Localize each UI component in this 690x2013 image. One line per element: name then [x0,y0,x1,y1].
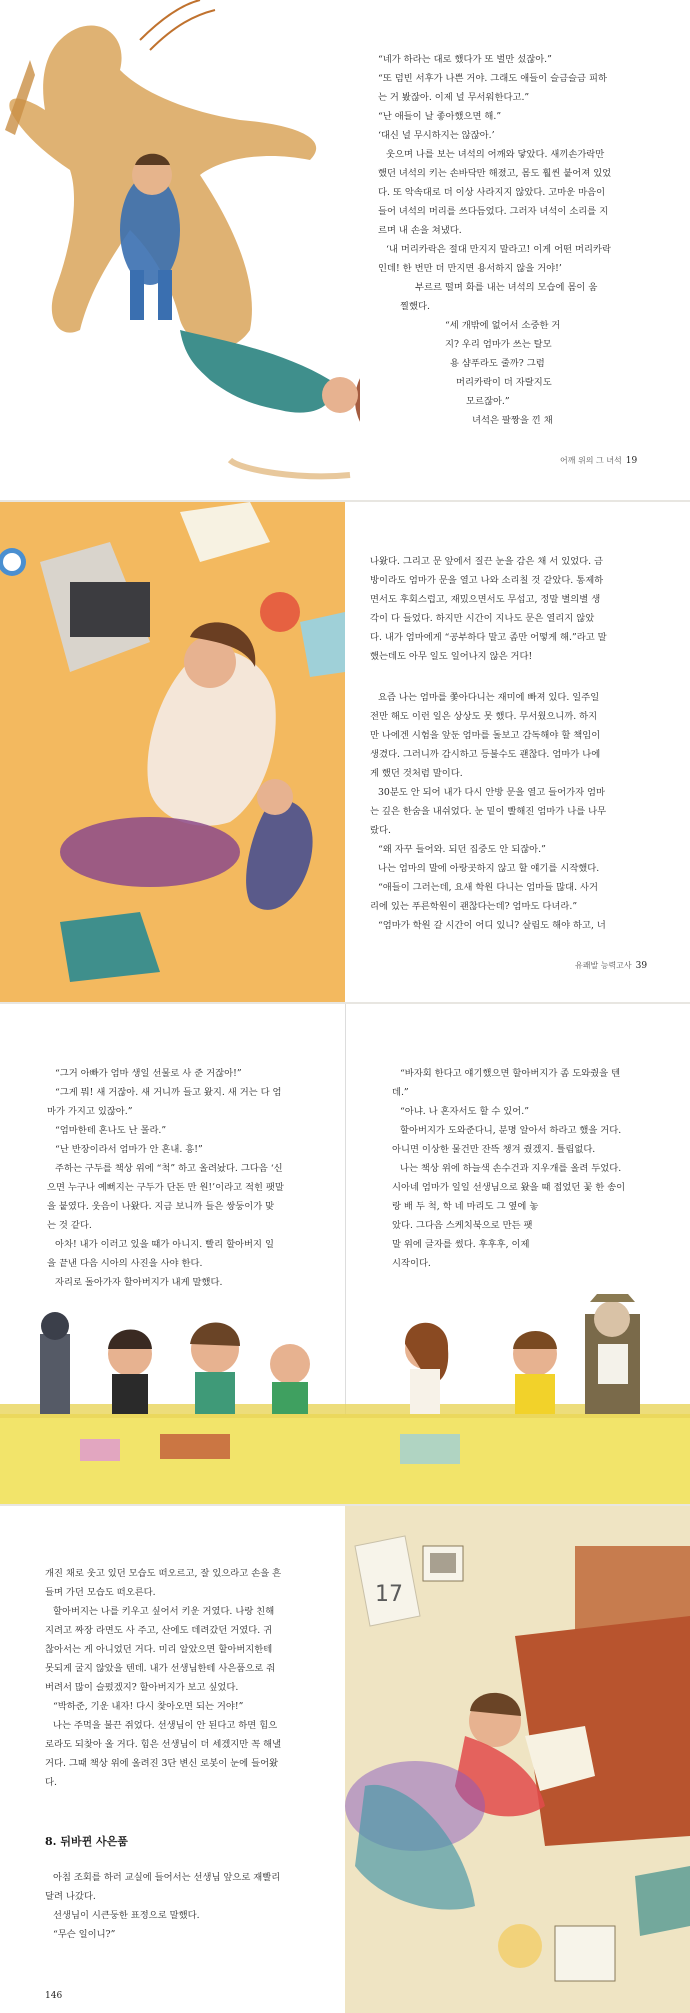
page-footer [575,960,647,971]
text-line: 주하는 구두를 책상 위에 “척” 하고 올려놨다. 그다음 ‘신 [55,1163,283,1174]
text-line: 데.” [392,1087,409,1098]
text-line: 찔했다. [400,301,430,312]
text-line: 녀석은 팔짱을 낀 채 [472,415,553,426]
illustration-boy-at-desk [345,1506,690,2013]
text-line: 개진 채로 웃고 있던 모습도 떠오르고, 잘 있으라고 손을 흔 [45,1568,282,1579]
text-line: 자리로 돌아가자 할아버지가 내게 말했다. [55,1277,223,1288]
text-line: 시아네 엄마가 일일 선생님으로 왔을 때 접었던 꽃 한 송이 [392,1182,626,1193]
text-line: 는 거 봤잖아. 이제 널 무서워한다고.” [378,92,530,103]
text-line: 생겼다. 그러니까 감시하고 등불수도 괜찮다. 엄마가 나에 [370,749,601,760]
text-line: 할아버지가 도와준다니, 분명 알아서 하라고 했을 거다. [400,1125,622,1136]
text-line: 아니면 이상한 물건만 잔뜩 챙겨 줬겠지. 틀림없다. [392,1144,596,1155]
text-line: 랐다. [370,825,391,836]
page-number: 146 [45,1991,63,2001]
text-line: 시작이다. [392,1258,431,1269]
text-line: 게 했던 것처럼 말이다. [370,768,463,779]
text-line: 찮아서는 게 아니었던 거다. 미리 알았으면 할아버지한테 [45,1644,273,1655]
page-footer [45,1991,62,2001]
text-line: 을 붙였다. 웃음이 나왔다. 지금 보니까 들은 쌍둥이가 맞 [47,1201,275,1212]
text-line: 다. [45,1777,57,1788]
text-line: 인데! 한 번만 더 만지면 용서하지 않을 거야!’ [378,263,562,274]
text-line: 부르르 떨며 화를 내는 녀석의 모습에 몸이 움 [415,282,598,293]
text-line: 는 깊은 한숨을 내쉬었다. 눈 밑이 빨해진 엄마가 나를 나무 [370,806,607,817]
text-line: 다. 또 악속대로 더 이상 사라지지 않았다. 고마운 마음이 [378,187,606,198]
text-line: 말 위에 글자를 썼다. 후후후, 이제 [392,1239,530,1250]
text-line: 리에 있는 푸른학원이 괜찮다는데? 엄마도 다녀라.” [370,901,578,912]
text-line: 전만 해도 이런 일은 상상도 못 했다. 무서웠으니까. 하지 [370,711,598,722]
text-line: 면서도 후회스럽고, 재밌으면서도 무섭고, 정말 별의별 생 [370,594,601,605]
text-line: 지? 우리 엄마가 쓰는 탈모 [445,339,552,350]
text-line: 아침 조회를 하러 교실에 들어서는 선생님 앞으로 재빨리 [53,1872,281,1883]
text-line: 버려서 많이 슬펐겠지? 할아버지가 보고 싶었다. [45,1682,239,1693]
text-line: 못되게 굴지 않았을 텐데. 내가 선생님한테 사은품으로 줘 [45,1663,276,1674]
text-line: ‘내 머리카락은 절대 만지지 말라고! 이게 어떤 머리카락 [386,244,611,255]
text-line: 모르잖아.” [466,396,510,407]
text-line: 웃으며 나를 보는 녀석의 어깨와 닿았다. 새끼손가락만 [386,149,605,160]
text-line: ‘대신 널 무시하지는 않잖아.’ [378,130,495,141]
illustration-mother-studying [0,502,345,1002]
illustration-shadow-figure [0,0,360,500]
text-line: “난 애들이 날 좋아했으면 해.” [378,111,502,122]
page-footer [560,455,637,466]
text-line: “아냐. 나 혼자서도 할 수 있어.” [400,1106,529,1117]
text-line: 거다. 그때 책상 위에 올려진 3단 변신 로봇이 눈에 들어왔 [45,1758,279,1769]
chapter-heading: 8. 뒤바뀐 사은품 [45,1835,128,1848]
text-line: 랑 배 두 척, 학 네 마리도 그 옆에 놓 [392,1201,539,1212]
spread-3 [0,1004,690,1504]
text-line: “왜 자꾸 들어와. 되던 집중도 안 되잖아.” [378,844,546,855]
text-line: 지려고 짜장 라면도 사 주고, 산에도 데려갔던 거였다. 귀 [45,1625,273,1636]
text-line: 아차! 내가 이러고 있을 때가 아니지. 빨리 할아버지 일 [55,1239,274,1250]
running-title: 어깨 위의 그 녀석 [560,456,622,465]
text-line: 했는데도 아무 일도 일어나지 않은 거다! [370,651,533,662]
text-line: 들어 녀석의 머리를 쓰다듬었다. 그러자 녀석이 소리를 지 [378,206,609,217]
text-line: 나왔다. 그리고 문 앞에서 질끈 눈을 감은 채 서 있었다. 금 [370,556,604,567]
running-title: 유쾌발 능력고사 [575,961,632,970]
text-line: 나는 책상 위에 하늘색 손수건과 지우개를 올려 두었다. [400,1163,622,1174]
text-line: 만 나에겐 시험을 앞둔 엄마를 돌보고 감독해야 할 책임이 [370,730,601,741]
text-line: 으면 누구나 예뻐지는 구두가 단돈 만 원!’이라고 적힌 팻말 [47,1182,284,1193]
text-line: 각이 다 들었다. 하지만 시간이 지나도 문은 열리지 않았 [370,613,595,624]
text-line: 들며 가던 모습도 떠오른다. [45,1587,156,1598]
text-line: “그게 뭐! 새 거잖아. 새 거니까 들고 왔지. 새 거는 다 엄 [55,1087,282,1098]
calendar-number: 17 [375,1582,403,1607]
text-line: 는 것 같다. [47,1220,92,1231]
page-number: 39 [635,961,648,971]
text-line: “엄마가 학원 갈 시간이 어디 있니? 살림도 해야 하고, 너 [378,920,606,931]
spread-2 [0,502,690,1002]
text-line: 방이라도 엄마가 문을 열고 나와 소리칠 것 같았다. 통제하 [370,575,604,586]
text-line: “박하준, 기운 내자! 다시 찾아오면 되는 거야!” [53,1701,244,1712]
text-line: “또 덤빈 서후가 나쁜 거야. 그래도 애들이 슬금슬금 피하 [378,73,607,84]
text-line: “바자회 한다고 얘기했으면 할아버지가 좀 도와줬을 텐 [400,1068,621,1079]
text-line: 았다. 그다음 스케치북으로 만든 팻 [392,1220,533,1231]
text-line: “애들이 그러는데, 요새 학원 다니는 엄마들 많대. 사거 [378,882,598,893]
illustration-bazaar-classroom [0,1294,690,1504]
spread-1 [0,0,690,500]
text-line: 르며 내 손을 쳐냈다. [378,225,462,236]
text-line: 머리카락이 더 자랄지도 [456,377,552,388]
text-line: 요즘 나는 엄마를 쫓아다니는 재미에 빠져 있다. 일주일 [378,692,600,703]
text-line: 을 끝낸 다음 시아의 사진을 사야 한다. [47,1258,203,1269]
text-line: “네가 하라는 대로 했다가 또 벌만 섰잖아.” [378,54,552,65]
text-line: 용 샴푸라도 줄까? 그럼 [450,358,545,369]
spread-4 [0,1506,690,2013]
text-line: 로라도 되찾아 올 거다. 힘은 선생님이 더 세겠지만 꼭 해낼 [45,1739,282,1750]
text-line: 했던 녀석의 키는 손바닥만 해졌고, 몸도 훨씬 붙어져 있었 [378,168,612,179]
text-line: “난 반장이라서 엄마가 안 혼내. 흥!” [55,1144,203,1155]
text-line: 달려 나갔다. [45,1891,96,1902]
text-line: “무슨 일이니?” [53,1929,116,1940]
text-line: “엄마한테 혼나도 난 몰라.” [55,1125,167,1136]
page-number: 19 [625,456,638,466]
text-line: “그거 아빠가 엄마 생일 선물로 사 준 거잖아!” [55,1068,242,1079]
text-line: 선생님이 시큰둥한 표정으로 말했다. [53,1910,200,1921]
text-line: 마가 가지고 있잖아.” [47,1106,133,1117]
text-line: 다. 내가 엄마에게 “공부하다 말고 좀만 어떻게 해.”라고 말 [370,632,607,643]
text-line: 할아버지는 나를 키우고 싶어서 키운 거였다. 나랑 친해 [53,1606,275,1617]
text-line: 나는 엄마의 말에 아랑곳하지 않고 할 얘기를 시작했다. [378,863,600,874]
text-line: 나는 주먹을 불끈 쥐었다. 선생님이 안 된다고 하면 힘으 [53,1720,278,1731]
text-line: 30분도 안 되어 내가 다시 안방 문을 열고 들어가자 엄마 [378,787,606,798]
text-line: “세 개밖에 없어서 소중한 거 [445,320,561,331]
